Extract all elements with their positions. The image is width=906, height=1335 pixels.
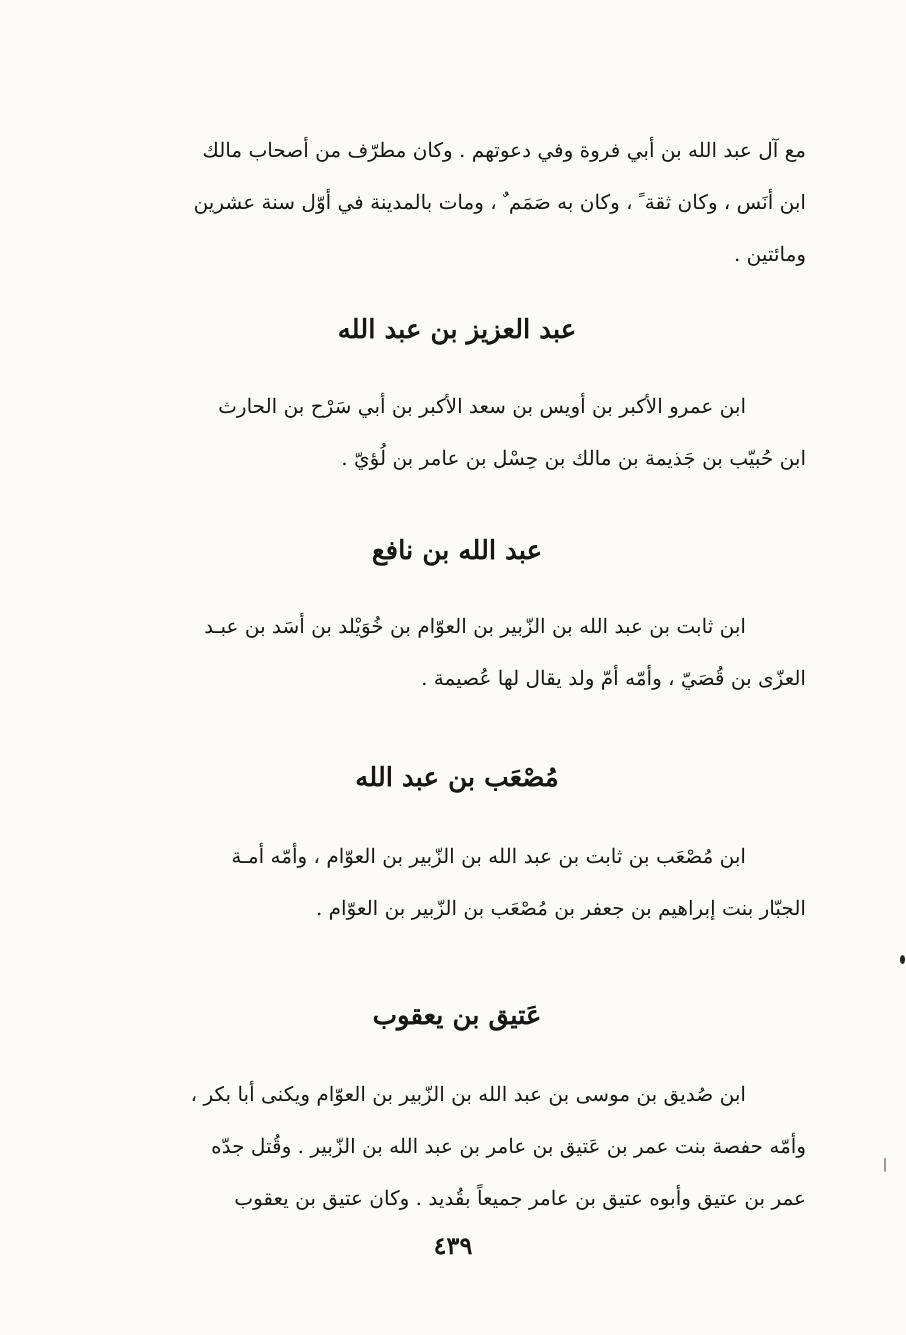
page-number: ٤٣٩ [433,1231,473,1260]
section-2-line-2: العزّى بن قُصَيّ ، وأمّه أمّ ولد يقال لها عُصيمة . [421,666,806,690]
intro-line-1: مع آل عبد الله بن أبي فروة وفي دعوتهم . وكان مطرّف من أصحاب مالك [202,138,806,162]
section-4-line-2: وأمّه حفصة بنت عمر بن عَتيق بن عامر بن عبد الله بن الزّبير . وقُتل جدّه [211,1134,806,1158]
section-3-line-1: ابن مُصْعَب بن ثابت بن عبد الله بن الزّبير بن العوّام ، وأمّه أمـة [231,844,746,868]
section-body-abdullah-ibn-nafi [108,600,806,704]
section-1-line-1: ابن عمرو الأكبر بن أويس بن سعد الأكبر بن أبي سَرْح بن الحارث [218,394,746,418]
intro-paragraph [108,124,806,280]
section-2-line-1: ابن ثابت بن عبد الله بن الزّبير بن العوّام بن خُوَيْلد بن أسَد بن عبـد [204,614,746,638]
section-body-musab-ibn-abdullah [108,830,806,934]
section-1-line-2: ابن حُبيّب بن جَذيمة بن مالك بن حِسْل بن عامر بن لُؤيّ . [341,446,806,470]
section-body-abd-al-aziz [108,380,806,484]
section-body-atiq-ibn-yaqub [108,1068,806,1224]
scan-speck [884,1158,886,1172]
intro-line-3: ومائتين . [733,242,806,266]
intro-line-2: ابن أنَس ، وكان ثقة ً ، وكان به صَمَم ٌ ، ومات بالمدينة في أوّل سنة عشرين [193,190,806,214]
scan-speck [900,955,905,964]
section-3-line-2: الجبّار بنت إبراهيم بن جعفر بن مُصْعَب بن الزّبير بن العوّام . [315,896,806,920]
section-4-line-3: عمر بن عتيق وأبوه عتيق بن عامر جميعاً بقُديد . وكان عتيق بن يعقوب [234,1186,806,1210]
section-heading-atiq-ibn-yaqub: عَتيق بن يعقوب [372,1001,542,1031]
section-heading-musab-ibn-abdullah: مُصْعَب بن عبد الله [355,763,559,793]
section-heading-abdullah-ibn-nafi: عبد الله بن نافع [371,536,543,566]
section-4-line-1: ابن صُديق بن موسى بن عبد الله بن الزّبير بن العوّام ويكنى أبا بكر ، [190,1082,746,1106]
section-heading-abd-al-aziz: عبد العزيز بن عبد الله [337,315,577,345]
